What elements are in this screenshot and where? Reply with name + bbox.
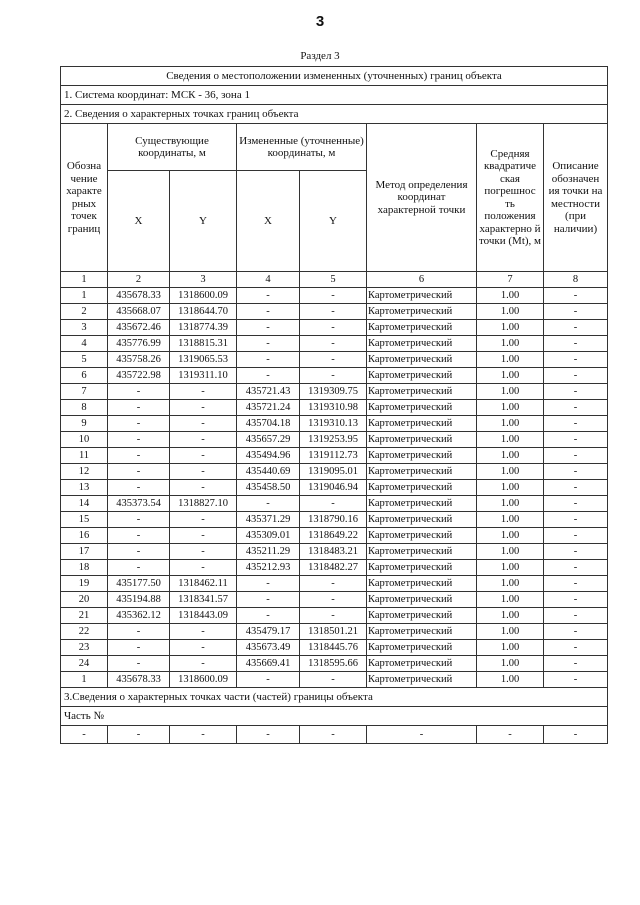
point-number: 18: [61, 560, 108, 576]
changed-x: -: [237, 576, 300, 592]
existing-y: -: [170, 448, 237, 464]
changed-y: -: [300, 592, 367, 608]
description: -: [544, 336, 608, 352]
existing-y: -: [170, 544, 237, 560]
existing-x: 435758.26: [108, 352, 170, 368]
point-number: 1: [61, 288, 108, 304]
table-row: [61, 448, 608, 464]
error-mt: 1.00: [477, 544, 544, 560]
changed-y: 1318501.21: [300, 624, 367, 640]
point-number: 21: [61, 608, 108, 624]
changed-x: 435212.93: [237, 560, 300, 576]
table-cell: -: [367, 726, 477, 744]
column-number-row: [61, 272, 608, 288]
description: -: [544, 288, 608, 304]
table-title: Сведения о местоположении измененных (уточненных) границ объекта: [61, 67, 608, 86]
method: Картометрический: [367, 432, 477, 448]
header-changed-x: X: [237, 171, 300, 272]
existing-y: 1318827.10: [170, 496, 237, 512]
table-cell: -: [477, 726, 544, 744]
part-number-label: Часть №: [61, 707, 608, 726]
existing-x: -: [108, 512, 170, 528]
point-number: 8: [61, 400, 108, 416]
point-number: 19: [61, 576, 108, 592]
boundary-points-table: [60, 66, 608, 744]
header-designation: Обозна чение характе рных точек границ: [61, 124, 108, 272]
method: Картометрический: [367, 496, 477, 512]
point-number: 4: [61, 336, 108, 352]
existing-x: -: [108, 528, 170, 544]
changed-x: 435673.49: [237, 640, 300, 656]
changed-x: -: [237, 592, 300, 608]
error-mt: 1.00: [477, 528, 544, 544]
existing-y: 1319065.53: [170, 352, 237, 368]
changed-y: -: [300, 352, 367, 368]
description: -: [544, 592, 608, 608]
table-row: [61, 672, 608, 688]
table-row: [61, 288, 608, 304]
table-row: [61, 656, 608, 672]
description: -: [544, 352, 608, 368]
changed-y: 1319112.73: [300, 448, 367, 464]
method: Картометрический: [367, 560, 477, 576]
method: Картометрический: [367, 624, 477, 640]
changed-y: 1319310.98: [300, 400, 367, 416]
table-row: [61, 368, 608, 384]
table-row: [61, 624, 608, 640]
error-mt: 1.00: [477, 464, 544, 480]
existing-y: 1319311.10: [170, 368, 237, 384]
point-number: 17: [61, 544, 108, 560]
description: -: [544, 656, 608, 672]
point-number: 6: [61, 368, 108, 384]
point-number: 7: [61, 384, 108, 400]
point-number: 24: [61, 656, 108, 672]
method: Картометрический: [367, 384, 477, 400]
error-mt: 1.00: [477, 448, 544, 464]
changed-x: 435440.69: [237, 464, 300, 480]
table-row: [61, 560, 608, 576]
description: -: [544, 624, 608, 640]
existing-y: -: [170, 416, 237, 432]
error-mt: 1.00: [477, 656, 544, 672]
point-number: 14: [61, 496, 108, 512]
table-row: [61, 464, 608, 480]
method: Картометрический: [367, 304, 477, 320]
error-mt: 1.00: [477, 432, 544, 448]
existing-y: 1318600.09: [170, 672, 237, 688]
table-row: [61, 512, 608, 528]
changed-x: 435211.29: [237, 544, 300, 560]
table-row: [61, 384, 608, 400]
point-number: 1: [61, 672, 108, 688]
existing-x: -: [108, 432, 170, 448]
point-number: 5: [61, 352, 108, 368]
error-mt: 1.00: [477, 592, 544, 608]
table-row: [61, 576, 608, 592]
description: -: [544, 400, 608, 416]
existing-x: -: [108, 656, 170, 672]
point-number: 16: [61, 528, 108, 544]
method: Картометрический: [367, 448, 477, 464]
table-row: [61, 496, 608, 512]
error-mt: 1.00: [477, 624, 544, 640]
existing-x: 435668.07: [108, 304, 170, 320]
table-cell: -: [61, 726, 108, 744]
method: Картометрический: [367, 592, 477, 608]
header-changed-coords: Измененные (уточненные) координаты, м: [237, 124, 367, 171]
point-number: 9: [61, 416, 108, 432]
existing-x: 435194.88: [108, 592, 170, 608]
point-number: 20: [61, 592, 108, 608]
table-cell: -: [300, 726, 367, 744]
section-label: Раздел 3: [300, 50, 340, 62]
changed-x: -: [237, 352, 300, 368]
error-mt: 1.00: [477, 560, 544, 576]
existing-x: 435678.33: [108, 672, 170, 688]
point-number: 12: [61, 464, 108, 480]
changed-y: -: [300, 320, 367, 336]
description: -: [544, 544, 608, 560]
col-number: 4: [237, 272, 300, 288]
existing-y: -: [170, 480, 237, 496]
table-cell: -: [170, 726, 237, 744]
table-row: [61, 400, 608, 416]
error-mt: 1.00: [477, 576, 544, 592]
existing-x: -: [108, 560, 170, 576]
point-number: 11: [61, 448, 108, 464]
method: Картометрический: [367, 368, 477, 384]
error-mt: 1.00: [477, 304, 544, 320]
description: -: [544, 496, 608, 512]
method: Картометрический: [367, 640, 477, 656]
existing-x: -: [108, 400, 170, 416]
changed-y: -: [300, 672, 367, 688]
error-mt: 1.00: [477, 384, 544, 400]
changed-y: 1319095.01: [300, 464, 367, 480]
existing-y: 1318462.11: [170, 576, 237, 592]
existing-x: -: [108, 448, 170, 464]
description: -: [544, 672, 608, 688]
changed-x: -: [237, 288, 300, 304]
existing-x: -: [108, 544, 170, 560]
table-row: [61, 480, 608, 496]
changed-x: 435371.29: [237, 512, 300, 528]
changed-y: 1318649.22: [300, 528, 367, 544]
table-cell: -: [237, 726, 300, 744]
method: Картометрический: [367, 288, 477, 304]
method: Картометрический: [367, 512, 477, 528]
method: Картометрический: [367, 576, 477, 592]
existing-y: -: [170, 512, 237, 528]
changed-y: 1319046.94: [300, 480, 367, 496]
existing-x: -: [108, 416, 170, 432]
error-mt: 1.00: [477, 400, 544, 416]
existing-y: -: [170, 464, 237, 480]
description: -: [544, 464, 608, 480]
changed-x: 435494.96: [237, 448, 300, 464]
method: Картометрический: [367, 336, 477, 352]
changed-x: 435721.24: [237, 400, 300, 416]
existing-y: -: [170, 432, 237, 448]
coordinate-system: 1. Система координат: МСК - 36, зона 1: [61, 86, 608, 105]
existing-x: -: [108, 480, 170, 496]
description: -: [544, 416, 608, 432]
method: Картометрический: [367, 416, 477, 432]
changed-x: 435458.50: [237, 480, 300, 496]
col-number: 6: [367, 272, 477, 288]
existing-x: 435776.99: [108, 336, 170, 352]
changed-y: 1319253.95: [300, 432, 367, 448]
error-mt: 1.00: [477, 320, 544, 336]
changed-x: 435669.41: [237, 656, 300, 672]
points-heading: 2. Сведения о характерных точках границ объекта: [61, 105, 608, 124]
header-method: Метод определения координат характерной точки: [367, 124, 477, 272]
error-mt: 1.00: [477, 512, 544, 528]
table-cell: -: [108, 726, 170, 744]
changed-x: 435309.01: [237, 528, 300, 544]
method: Картометрический: [367, 352, 477, 368]
error-mt: 1.00: [477, 480, 544, 496]
changed-x: -: [237, 368, 300, 384]
existing-y: 1318443.09: [170, 608, 237, 624]
changed-x: -: [237, 496, 300, 512]
table-cell: -: [544, 726, 608, 744]
table-row: [61, 544, 608, 560]
header-existing-x: X: [108, 171, 170, 272]
header-error: Средняя квадратиче ская погрешнос ть положения характерно й точки (Mt), м: [477, 124, 544, 272]
col-number: 1: [61, 272, 108, 288]
error-mt: 1.00: [477, 352, 544, 368]
point-number: 23: [61, 640, 108, 656]
changed-y: -: [300, 368, 367, 384]
description: -: [544, 576, 608, 592]
changed-y: -: [300, 608, 367, 624]
method: Картометрический: [367, 528, 477, 544]
changed-y: 1319309.75: [300, 384, 367, 400]
description: -: [544, 320, 608, 336]
description: -: [544, 368, 608, 384]
description: -: [544, 608, 608, 624]
col-number: 5: [300, 272, 367, 288]
point-number: 13: [61, 480, 108, 496]
parts-heading: 3.Сведения о характерных точках части (частей) границы объекта: [61, 688, 608, 707]
error-mt: 1.00: [477, 336, 544, 352]
existing-y: 1318815.31: [170, 336, 237, 352]
header-description: Описание обозначен ия точки на местности (при наличии): [544, 124, 608, 272]
error-mt: 1.00: [477, 368, 544, 384]
table-row: [61, 432, 608, 448]
changed-y: -: [300, 336, 367, 352]
changed-y: 1318445.76: [300, 640, 367, 656]
existing-x: 435373.54: [108, 496, 170, 512]
col-number: 3: [170, 272, 237, 288]
existing-y: -: [170, 656, 237, 672]
description: -: [544, 512, 608, 528]
table-row: [61, 352, 608, 368]
changed-y: 1318482.27: [300, 560, 367, 576]
error-mt: 1.00: [477, 608, 544, 624]
existing-y: -: [170, 528, 237, 544]
point-number: 10: [61, 432, 108, 448]
existing-x: -: [108, 384, 170, 400]
col-number: 8: [544, 272, 608, 288]
existing-x: -: [108, 640, 170, 656]
description: -: [544, 384, 608, 400]
existing-x: -: [108, 464, 170, 480]
method: Картометрический: [367, 672, 477, 688]
existing-y: -: [170, 384, 237, 400]
changed-y: -: [300, 576, 367, 592]
existing-y: -: [170, 560, 237, 576]
changed-x: 435657.29: [237, 432, 300, 448]
error-mt: 1.00: [477, 496, 544, 512]
existing-y: 1318644.70: [170, 304, 237, 320]
header-existing-y: Y: [170, 171, 237, 272]
col-number: 7: [477, 272, 544, 288]
existing-y: -: [170, 624, 237, 640]
changed-x: -: [237, 608, 300, 624]
changed-x: -: [237, 320, 300, 336]
existing-y: 1318774.39: [170, 320, 237, 336]
method: Картометрический: [367, 608, 477, 624]
method: Картометрический: [367, 320, 477, 336]
existing-x: 435177.50: [108, 576, 170, 592]
changed-x: 435721.43: [237, 384, 300, 400]
table-row: [61, 592, 608, 608]
table-row: [61, 640, 608, 656]
existing-y: 1318600.09: [170, 288, 237, 304]
changed-y: -: [300, 288, 367, 304]
changed-y: -: [300, 496, 367, 512]
table-row: [61, 320, 608, 336]
error-mt: 1.00: [477, 640, 544, 656]
method: Картометрический: [367, 480, 477, 496]
changed-x: -: [237, 336, 300, 352]
description: -: [544, 640, 608, 656]
changed-y: 1318790.16: [300, 512, 367, 528]
changed-x: -: [237, 304, 300, 320]
changed-y: 1318595.66: [300, 656, 367, 672]
existing-x: 435672.46: [108, 320, 170, 336]
page-number: 3: [315, 13, 325, 30]
changed-x: 435479.17: [237, 624, 300, 640]
table-row: [61, 336, 608, 352]
changed-y: 1318483.21: [300, 544, 367, 560]
col-number: 2: [108, 272, 170, 288]
existing-x: 435678.33: [108, 288, 170, 304]
existing-x: 435362.12: [108, 608, 170, 624]
method: Картометрический: [367, 656, 477, 672]
changed-x: 435704.18: [237, 416, 300, 432]
method: Картометрический: [367, 464, 477, 480]
header-existing-coords: Существующие координаты, м: [108, 124, 237, 171]
method: Картометрический: [367, 544, 477, 560]
method: Картометрический: [367, 400, 477, 416]
table-row: [61, 304, 608, 320]
part-empty-row: [61, 726, 608, 744]
header-changed-y: Y: [300, 171, 367, 272]
point-number: 22: [61, 624, 108, 640]
existing-x: -: [108, 624, 170, 640]
description: -: [544, 448, 608, 464]
description: -: [544, 560, 608, 576]
existing-x: 435722.98: [108, 368, 170, 384]
table-row: [61, 416, 608, 432]
existing-y: -: [170, 640, 237, 656]
description: -: [544, 528, 608, 544]
changed-y: 1319310.13: [300, 416, 367, 432]
existing-y: -: [170, 400, 237, 416]
error-mt: 1.00: [477, 288, 544, 304]
point-number: 15: [61, 512, 108, 528]
point-number: 2: [61, 304, 108, 320]
description: -: [544, 432, 608, 448]
changed-x: -: [237, 672, 300, 688]
description: -: [544, 304, 608, 320]
existing-y: 1318341.57: [170, 592, 237, 608]
changed-y: -: [300, 304, 367, 320]
description: -: [544, 480, 608, 496]
point-number: 3: [61, 320, 108, 336]
error-mt: 1.00: [477, 416, 544, 432]
table-row: [61, 608, 608, 624]
table-row: [61, 528, 608, 544]
error-mt: 1.00: [477, 672, 544, 688]
